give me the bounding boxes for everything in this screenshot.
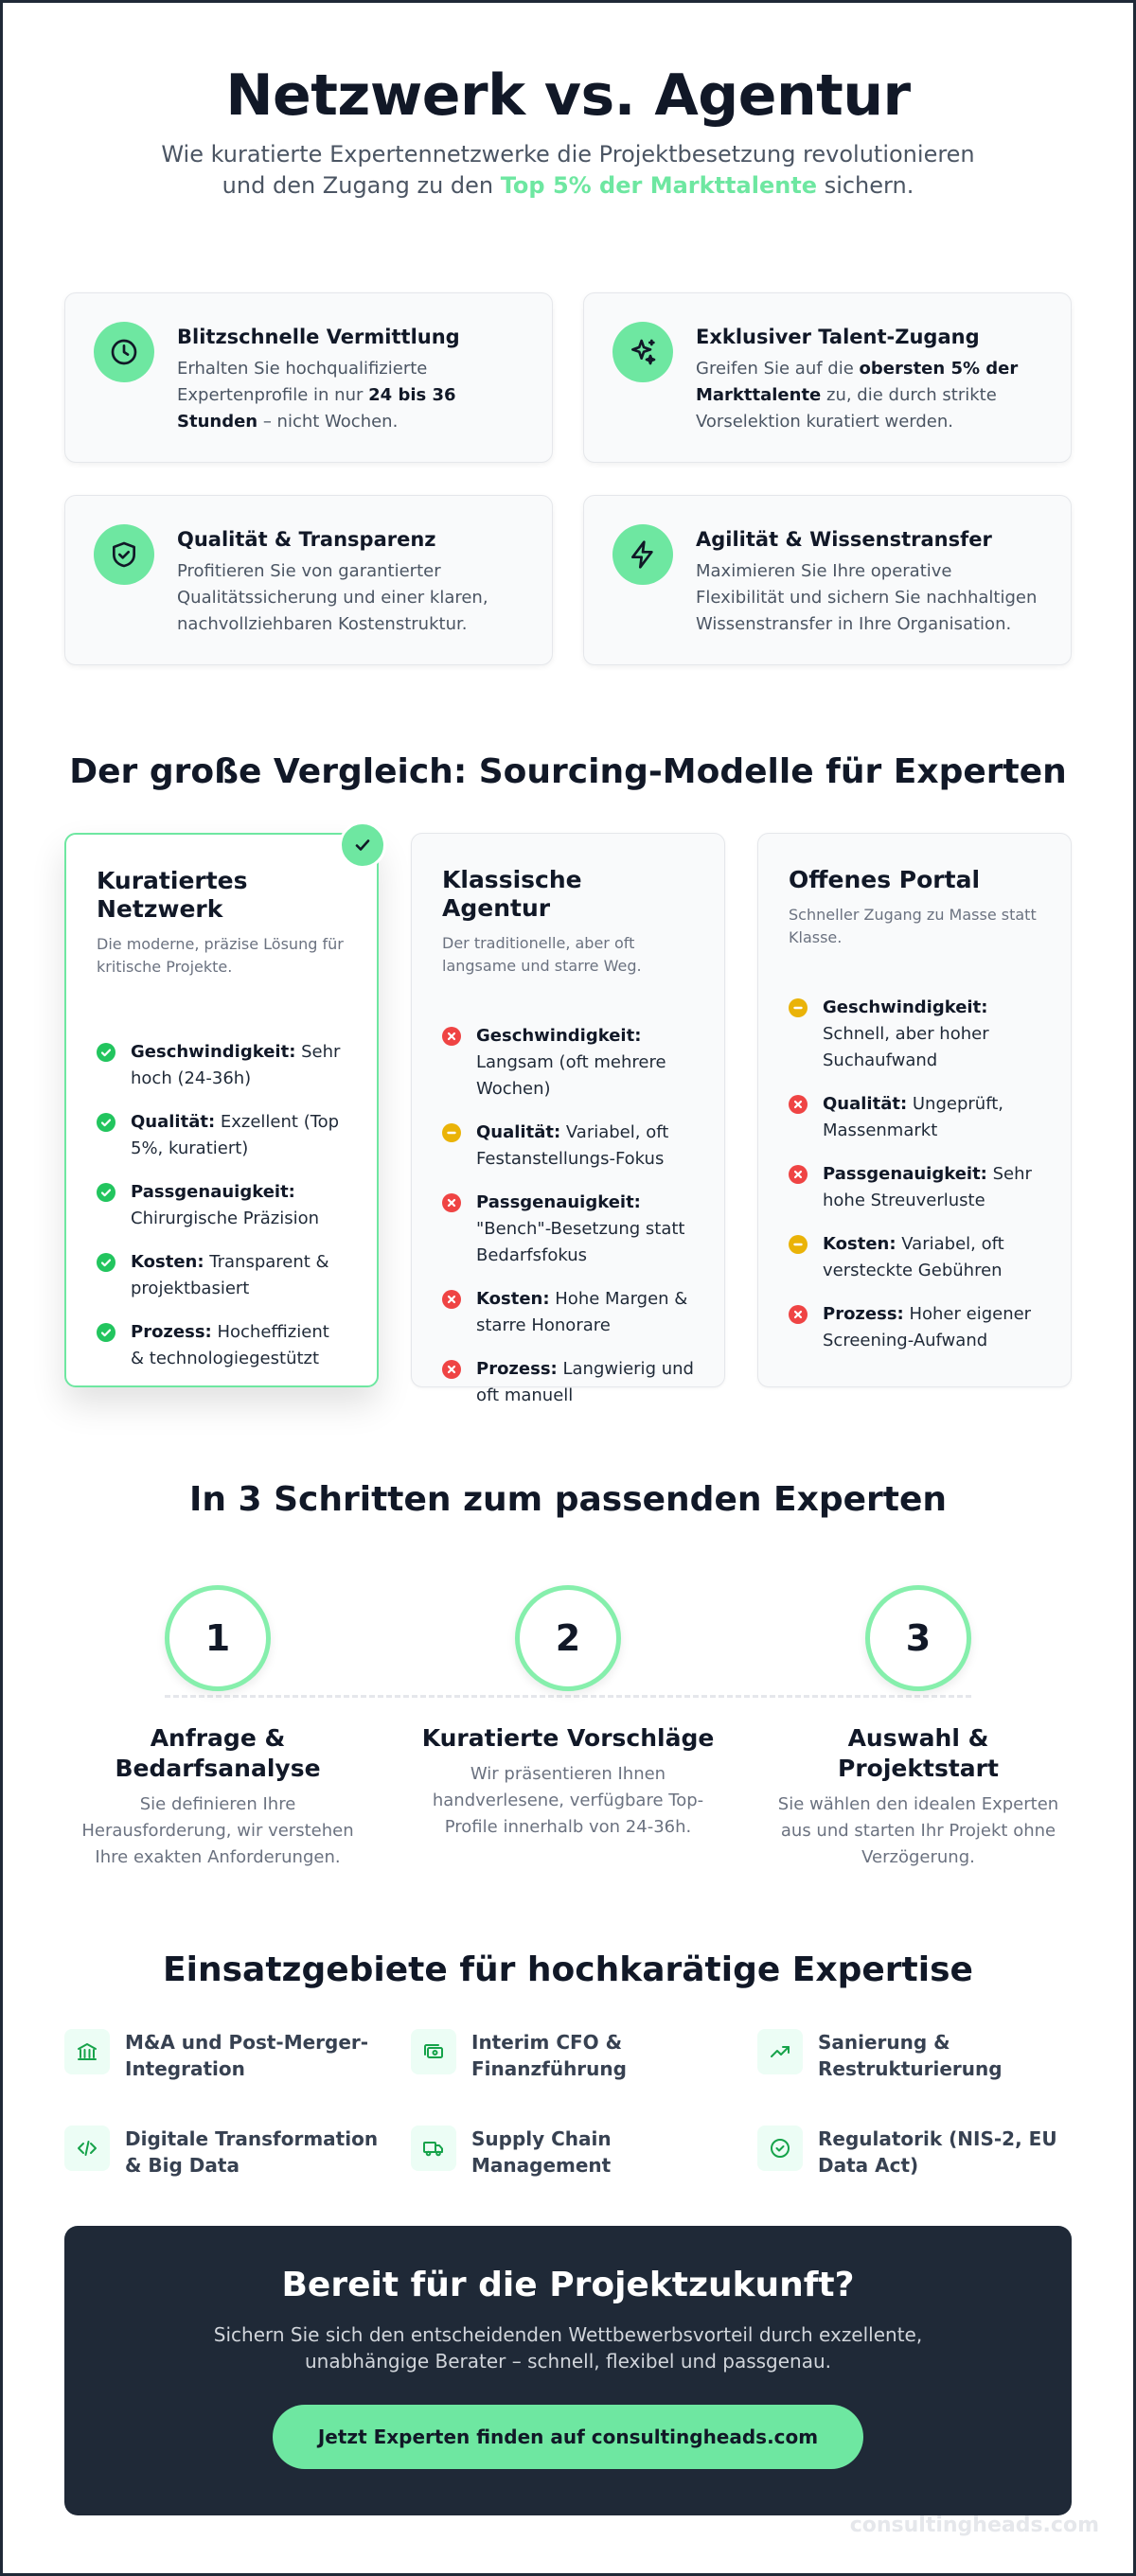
criterion-label: Passgenauigkeit: [476,1192,641,1212]
benefit-description [177,356,524,435]
hero-subtitle-line2-post: sichern. [817,172,914,199]
benefit-title: Agilität & Wissenstransfer [696,528,992,551]
money-icon [411,2029,456,2074]
cta-title: Bereit für die Projektzukunft? [281,2266,855,2304]
cta-text-line1: Sichern Sie sich den entscheidenden Wettbewerbsvorteil durch exzellente, [213,2323,923,2346]
cta-text-line2: unabhängige Berater – schnell, flexibel und passgenau. [304,2350,832,2373]
hero-subtitle-highlight: Top 5% der Markttalente [500,172,818,199]
comparison-criteria-list [97,1039,346,1372]
area-item-supply-chain [411,2126,725,2179]
benefit-title: Qualität & Transparenz [177,528,436,551]
areas-grid [64,2029,1072,2179]
area-item-restructuring [757,2029,1072,2082]
benefit-text-post: zu, die durch strikte Vorselektion kuratiert werden. [696,385,997,432]
benefit-text-pre: Greifen Sie auf die [696,359,860,379]
benefit-text [696,322,1042,462]
shield-check-icon [94,524,154,585]
comparison-criteria-list [789,995,1040,1354]
comparison-criterion [97,1109,346,1162]
area-label: Supply Chain Management [471,2127,612,2177]
criterion-value: Variabel, oft versteckte Gebühren [823,1234,1004,1280]
comparison-title: Der große Vergleich: Sourcing-Modelle für Experten [69,752,1067,791]
benefit-text-pre: Erhalten Sie hochqualifizierte Expertenprofile in nur [177,359,428,405]
comparison-criterion [97,1249,346,1302]
comparison-card-subtitle: Der traditionelle, aber oft langsame und starre Weg. [442,934,642,975]
area-label: Interim CFO & Finanzführung [471,2031,627,2080]
minus-status-icon [789,1235,808,1254]
criterion-label: Prozess: [131,1322,212,1342]
step-3 [765,1585,1072,1871]
criterion-text [476,1356,694,1409]
hero-section [64,3,1072,202]
criterion-value: Variabel, oft Festanstellungs-Fokus [476,1122,669,1169]
hero-subtitle-line2-pre: und den Zugang zu den [222,172,501,199]
criterion-value: Hocheffizient & technologiegestützt [131,1322,329,1368]
benefit-card-agility [583,495,1072,665]
area-label: M&A und Post-Merger-Integration [125,2031,369,2080]
criterion-text [131,1039,346,1092]
sparkles-icon [612,322,673,382]
comparison-criterion [97,1039,346,1092]
benefit-description [696,356,1042,435]
check-status-icon [97,1043,115,1062]
step-2 [415,1585,721,1871]
benefit-text [177,322,524,462]
cross-status-icon [442,1290,461,1309]
comparison-card-subtitle: Schneller Zugang zu Masse statt Klasse. [789,906,1037,946]
criterion-text [131,1179,346,1232]
comparison-card-title: Kuratiertes Netzwerk [97,867,248,923]
criterion-text [476,1190,694,1269]
benefit-title: Blitzschnelle Vermittlung [177,326,460,348]
area-label: Sanierung & Restrukturierung [818,2031,1003,2080]
benefit-text [177,524,524,664]
check-status-icon [97,1113,115,1132]
step-title: Kuratierte Vorschläge [421,1724,715,1752]
criterion-text [476,1023,694,1103]
comparison-grid [64,833,1072,1405]
cross-status-icon [789,1095,808,1114]
criterion-text [476,1286,694,1339]
comparison-card-title: Klassische Agentur [442,866,582,922]
minus-status-icon [442,1123,461,1142]
criterion-label: Qualität: [823,1094,908,1114]
cta-text [64,2321,1072,2374]
step-description: Sie wählen den idealen Experten aus und starten Ihr Projekt ohne Verzögerung. [777,1794,1059,1867]
featured-check-icon [339,821,386,869]
criterion-label: Geschwindigkeit: [131,1042,296,1062]
criterion-value: Sehr hoch (24-36h) [131,1042,341,1088]
check-status-icon [97,1183,115,1202]
cross-status-icon [442,1360,461,1379]
criterion-value: "Bench"-Besetzung statt Bedarfsfokus [476,1219,685,1265]
criterion-text [823,1161,1040,1214]
benefit-title: Exklusiver Talent-Zugang [696,326,980,348]
comparison-criterion [97,1179,346,1232]
hero-subtitle-line1: Wie kuratierte Expertennetzwerke die Projektbesetzung revolutionieren [161,141,975,168]
cross-status-icon [442,1193,461,1212]
criterion-label: Geschwindigkeit: [476,1026,642,1046]
criterion-text [823,1231,1040,1284]
benefit-text [696,524,1042,664]
steps-title: In 3 Schritten zum passenden Experten [188,1480,948,1519]
benefit-card-speed [64,292,553,463]
comparison-criterion [789,1301,1040,1354]
area-item-cfo [411,2029,725,2082]
criterion-text [131,1319,346,1372]
find-experts-button[interactable]: Jetzt Experten finden auf consultingheads.com [273,2405,863,2469]
criterion-value: Schnell, aber hoher Suchaufwand [823,1024,989,1070]
benefit-text-bold: obersten 5% der Markttalente [696,359,1019,405]
benefit-text-pre: Maximieren Sie Ihre operative Flexibilität und sichern Sie nachhaltigen Wissenstransfer in Ihre Organisation. [696,561,1038,634]
benefit-description [177,558,524,638]
comparison-criterion [97,1319,346,1372]
criterion-value: Chirurgische Präzision [131,1209,319,1228]
criterion-text [823,995,1040,1074]
code-icon [64,2126,110,2171]
clock-icon [94,322,154,382]
comparison-criterion [442,1023,694,1103]
criterion-label: Qualität: [476,1122,561,1142]
comparison-criterion [442,1120,694,1173]
comparison-criteria-list [442,1023,694,1409]
step-title: Auswahl & Projektstart [838,1724,999,1782]
criterion-value: Langwierig und oft manuell [476,1359,694,1405]
criterion-value: Langsam (oft mehrere Wochen) [476,1052,666,1099]
cross-status-icon [789,1165,808,1184]
comparison-criterion [442,1286,694,1339]
check-status-icon [97,1253,115,1272]
area-label: Regulatorik (NIS-2, EU Data Act) [818,2127,1057,2177]
criterion-text [823,1301,1040,1354]
bank-icon [64,2029,110,2074]
criterion-value: Hohe Margen & starre Honorare [476,1289,688,1335]
step-1 [64,1585,371,1871]
comparison-criterion [442,1356,694,1409]
check-status-icon [97,1323,115,1342]
comparison-criterion [442,1190,694,1269]
criterion-label: Kosten: [476,1289,550,1309]
criterion-value: Ungeprüft, Massenmarkt [823,1094,1003,1140]
comparison-card-3 [757,833,1072,1387]
benefit-card-quality [64,495,553,665]
step-description: Sie definieren Ihre Herausforderung, wir verstehen Ihre exakten Anforderungen. [81,1794,354,1867]
cross-status-icon [442,1027,461,1046]
comparison-card-2 [411,833,725,1405]
comparison-criterion [789,1161,1040,1214]
benefit-text-bold: 24 bis 36 Stunden [177,385,456,432]
step-number: 3 [865,1585,971,1691]
cta-section [64,2226,1072,2515]
step-number: 1 [165,1585,271,1691]
criterion-text [131,1109,346,1162]
steps-row [64,1585,1072,1871]
step-number: 2 [515,1585,621,1691]
comparison-criterion [789,1091,1040,1144]
criterion-label: Prozess: [476,1359,558,1379]
criterion-text [476,1120,694,1173]
footer-brand: consultingheads.com [849,2514,1099,2537]
benefit-text-pre: Profitieren Sie von garantierter Qualitätssicherung und einer klaren, nachvollziehbaren Kostenstruktur. [177,561,488,634]
criterion-value: Transparent & projektbasiert [131,1252,329,1298]
criterion-label: Passgenauigkeit: [823,1164,987,1184]
benefits-grid [64,292,1072,665]
cross-status-icon [789,1305,808,1324]
criterion-label: Kosten: [131,1252,204,1272]
comparison-criterion [789,995,1040,1074]
truck-icon [411,2126,456,2171]
benefit-text-post: – nicht Wochen. [257,412,399,432]
criterion-label: Kosten: [823,1234,896,1254]
infographic-page [3,3,1133,2573]
step-description: Wir präsentieren Ihnen handverlesene, verfügbare Top-Profile innerhalb von 24-36h. [432,1764,704,1837]
areas-title: Einsatzgebiete für hochkarätige Expertise [163,1950,973,1989]
comparison-card-1 [64,833,379,1387]
criterion-value: Hoher eigener Screening-Aufwand [823,1304,1032,1350]
check-circle-icon [757,2126,803,2171]
criterion-label: Passgenauigkeit: [131,1182,295,1202]
criterion-value: Exzellent (Top 5%, kuratiert) [131,1112,340,1158]
hero-subtitle [64,139,1072,202]
benefit-card-talent [583,292,1072,463]
area-label: Digitale Transformation & Big Data [125,2127,379,2177]
criterion-label: Geschwindigkeit: [823,997,988,1017]
criterion-value: Sehr hohe Streuverluste [823,1164,1032,1210]
area-item-ma [64,2029,379,2082]
benefit-description [696,558,1042,638]
area-item-digital [64,2126,379,2179]
comparison-card-subtitle: Die moderne, präzise Lösung für kritische Projekte. [97,935,344,976]
criterion-text [131,1249,346,1302]
criterion-label: Prozess: [823,1304,904,1324]
comparison-card-title: Offenes Portal [789,866,981,893]
trending-up-icon [757,2029,803,2074]
content-wrapper [64,3,1072,2515]
comparison-criterion [789,1231,1040,1284]
page-title: Netzwerk vs. Agentur [225,62,911,129]
criterion-label: Qualität: [131,1112,216,1132]
area-item-regulatory [757,2126,1072,2179]
criterion-text [823,1091,1040,1144]
minus-status-icon [789,998,808,1017]
step-title: Anfrage & Bedarfsanalyse [115,1724,321,1782]
lightning-icon [612,524,673,585]
